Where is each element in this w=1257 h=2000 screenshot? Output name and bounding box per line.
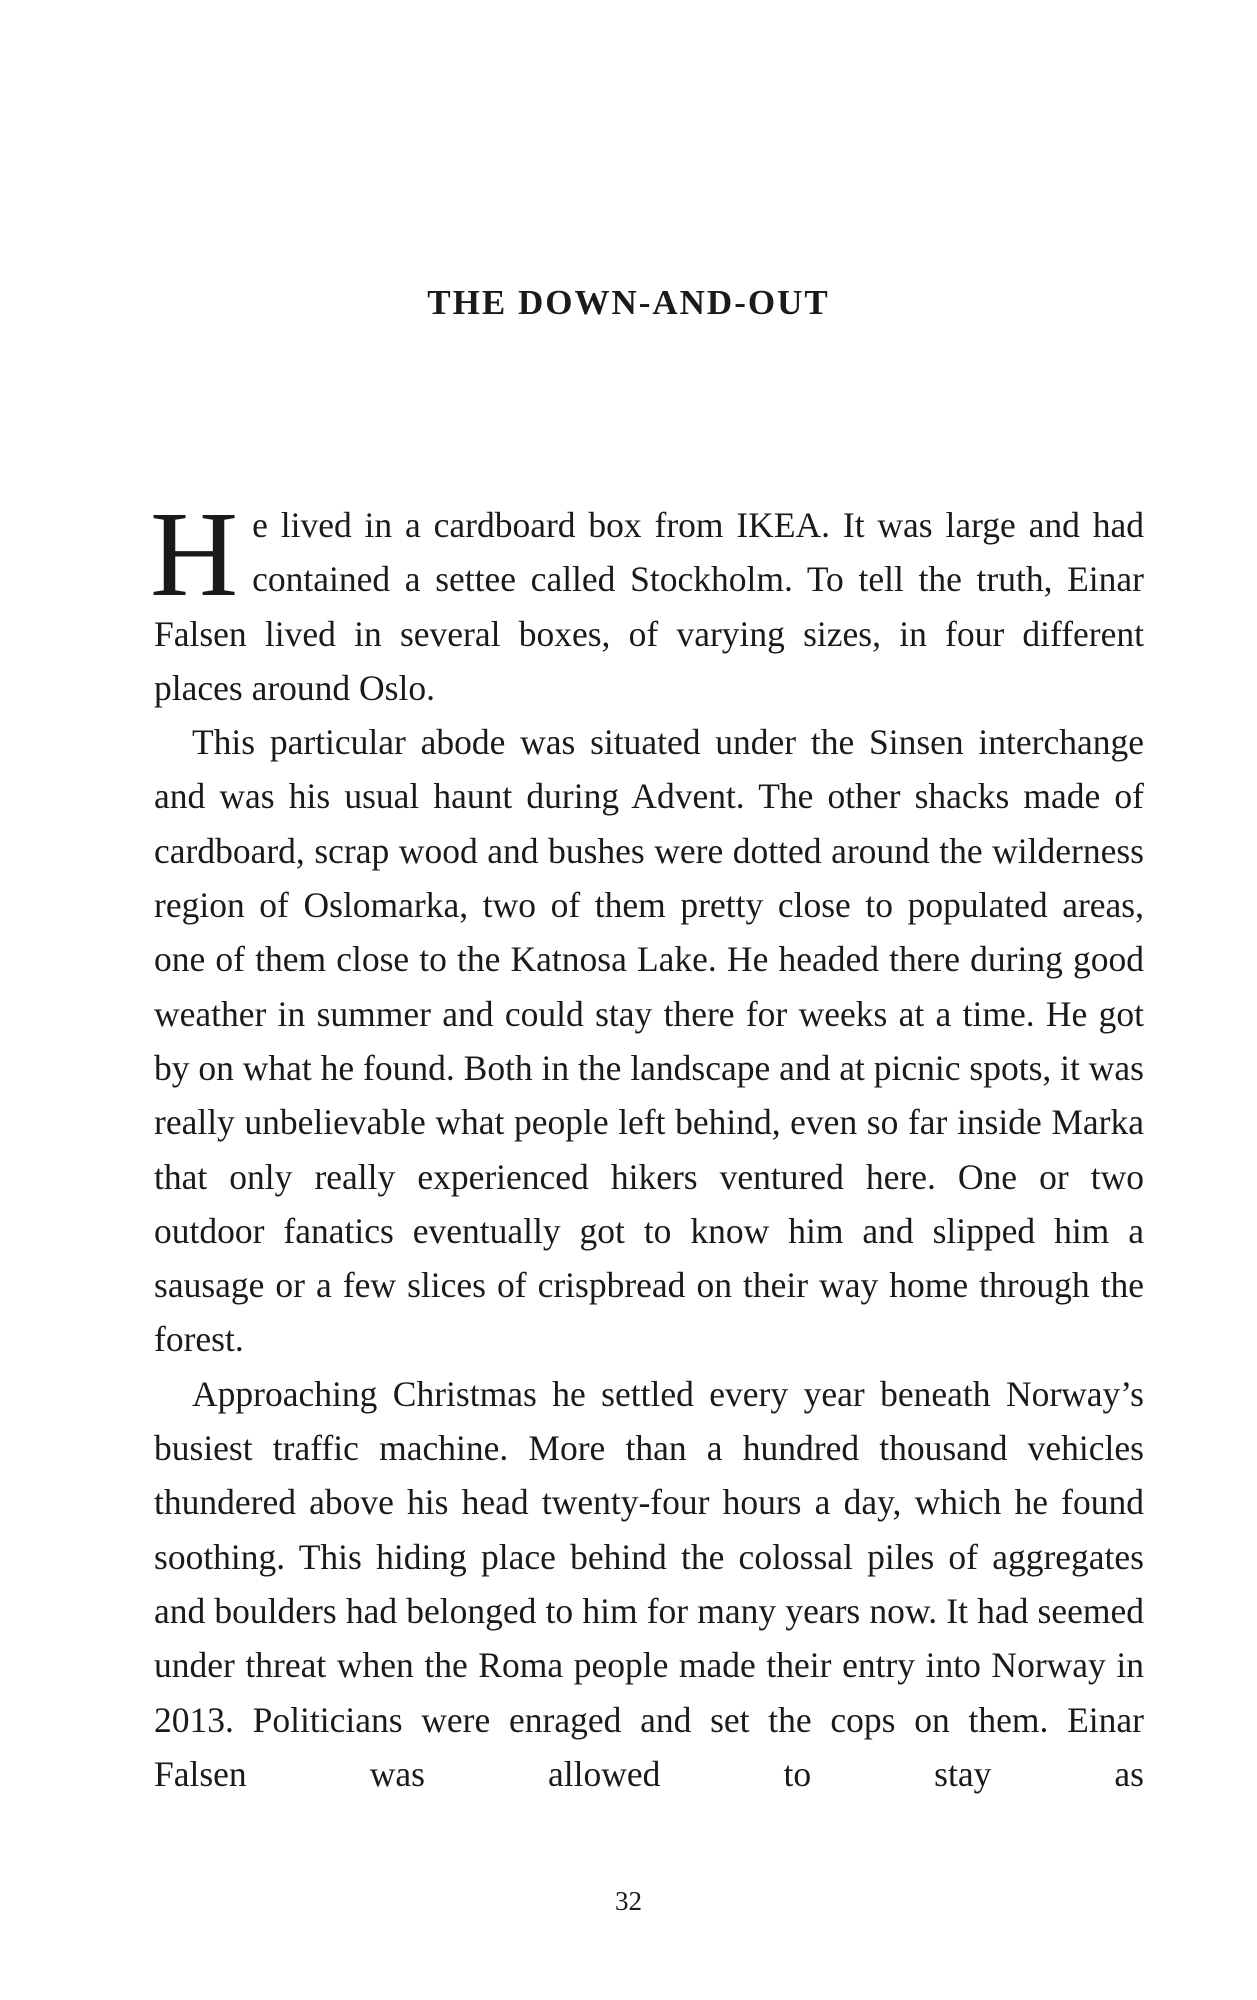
paragraph-3: Approaching Christmas he settled every year beneath Norway’s busiest traffic machine. More than a hundred thousand vehicles thundered above his head twenty-four hours a day, which he found soothing. This hiding place behind the colossal piles of aggregates and boulders had belonged to him for many years now. It had seemed under threat when the Roma people made their entry into Norway in 2013. Politicians were enraged and set the cops on them. Einar Falsen was allowed to stay as [154,1373,1144,1794]
paragraph-2: This particular abode was situated under the Sinsen interchange and was his usual haunt during Advent. The other shacks made of cardboard, scrap wood and bushes were dotted around the wilderness region of Oslomarka, two of them pretty close to populated areas, one of them close to the Katnosa Lake. He headed there during good weather in summer and could stay there for weeks at a time. He got by on what he found. Both in the landscape and at picnic spots, it was really unbelievable what people left behind, even so far inside Marka that only really experienced hikers ventured here. One or two outdoor fanatics eventually got to know him and slipped him a sausage or a few slices of crispbread on their way home through the forest. [154,722,1144,1360]
body-text [150,487,1144,1801]
drop-cap: H [150,487,239,622]
chapter-title: THE DOWN-AND-OUT [427,283,830,322]
paragraph-1-text: e lived in a cardboard box from IKEA. It was large and had contained a settee called Stockholm. To tell the truth, Einar Falsen lived in several boxes, of varying sizes, in four different places around Oslo. [154,505,1144,708]
page-number: 32 [615,1886,642,1916]
paragraph-1 [150,487,1144,715]
